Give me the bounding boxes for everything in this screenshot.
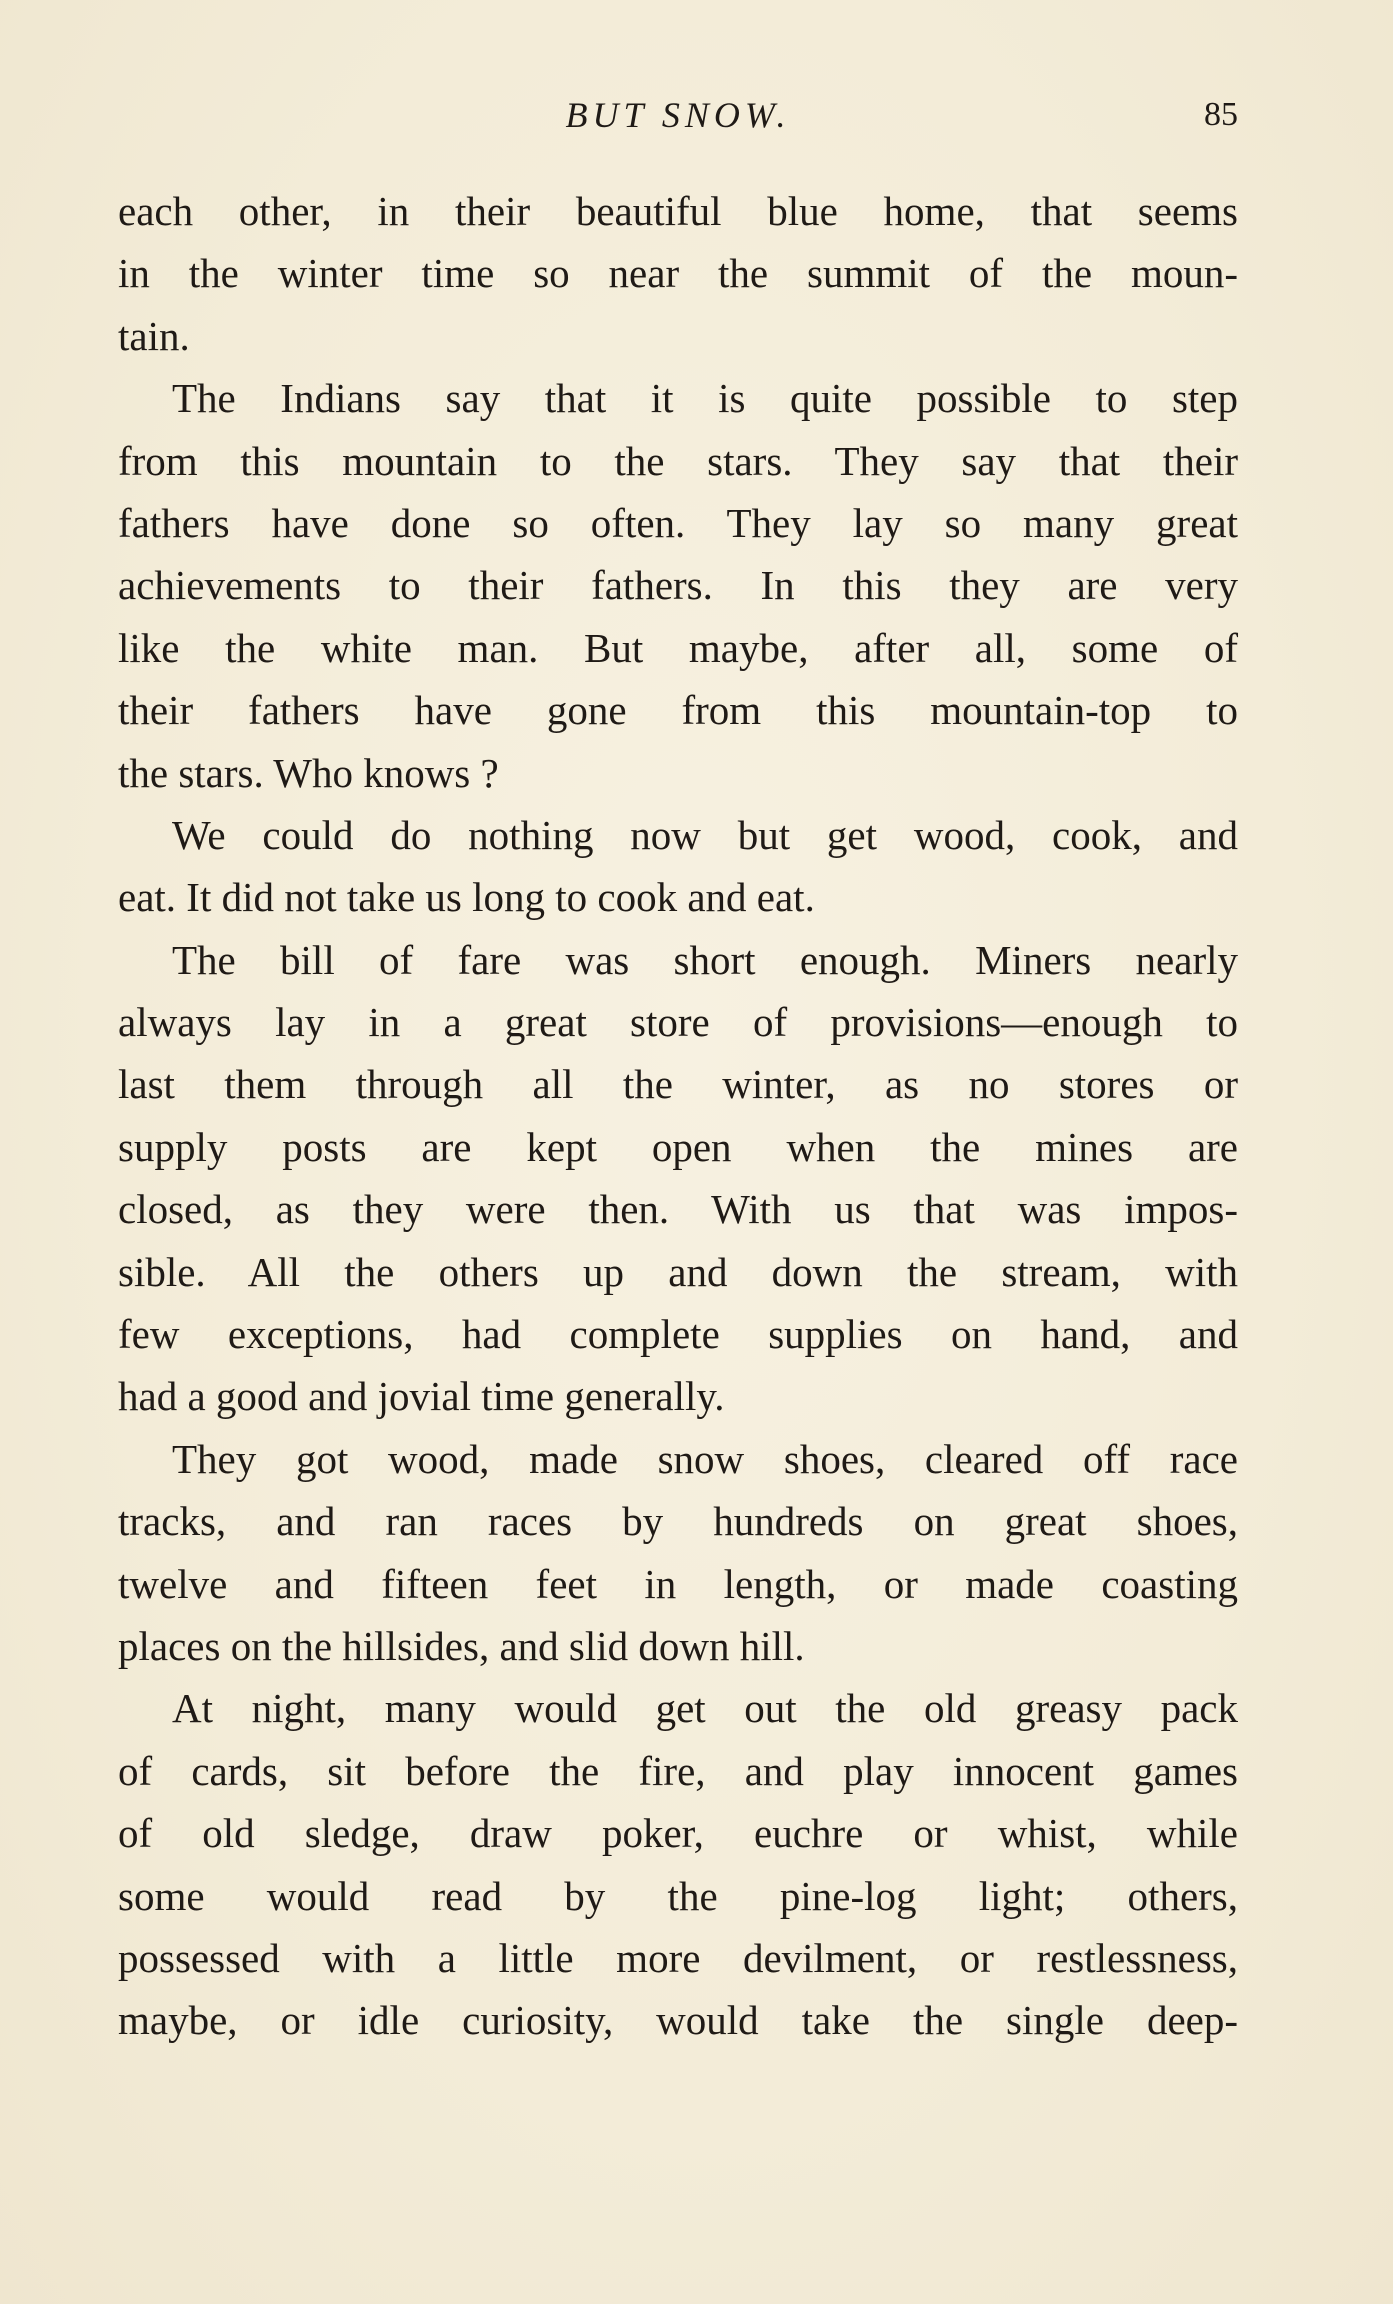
text-line: possessed with a little more devilment, or restlessness, [118, 1934, 1238, 1981]
text-line: in the winter time so near the summit of the moun- [118, 250, 1238, 297]
text-line: maybe, or idle curiosity, would take the single deep- [118, 1997, 1238, 2044]
text-line: from this mountain to the stars. They say that their [118, 437, 1238, 484]
text-line: eat. It did not take us long to cook and eat. [118, 874, 815, 921]
text-line: like the white man. But maybe, after all, some of [118, 624, 1238, 671]
text-line: their fathers have gone from this mountain-top to [118, 687, 1238, 734]
text-line: tracks, and ran races by hundreds on great shoes, [118, 1498, 1238, 1545]
text-line: of cards, sit before the fire, and play innocent games [118, 1747, 1238, 1794]
text-line: sible. All the others up and down the stream, with [118, 1248, 1238, 1295]
text-line: fathers have done so often. They lay so many great [118, 499, 1238, 546]
page-number: 85 [1204, 96, 1238, 133]
text-line: some would read by the pine-log light; others, [118, 1872, 1238, 1919]
running-title: BUT SNOW. [565, 95, 791, 135]
text-line: always lay in a great store of provisions—enough to [118, 999, 1238, 1046]
text-line: We could do nothing now but get wood, cook, and [172, 811, 1238, 858]
text-line: last them through all the winter, as no stores or [118, 1061, 1238, 1108]
text-line: the stars. Who knows ? [118, 749, 499, 796]
text-line: At night, many would get out the old greasy pack [172, 1685, 1238, 1732]
text-line: places on the hillsides, and slid down hill. [118, 1622, 805, 1669]
text-line: achievements to their fathers. In this they are very [118, 562, 1238, 609]
text-line: They got wood, made snow shoes, cleared off race [172, 1435, 1238, 1482]
text-line: twelve and fifteen feet in length, or made coasting [118, 1560, 1238, 1607]
text-line: closed, as they were then. With us that was impos- [118, 1186, 1238, 1233]
text-line: The bill of fare was short enough. Miners nearly [172, 936, 1238, 983]
text-line: tain. [118, 312, 190, 359]
text-line: each other, in their beautiful blue home, that seems [118, 188, 1238, 234]
text-line: had a good and jovial time generally. [118, 1373, 725, 1420]
text-line: The Indians say that it is quite possible to step [172, 375, 1238, 422]
body-text [118, 180, 1238, 2052]
text-line: supply posts are kept open when the mines are [118, 1123, 1238, 1170]
text-line: few exceptions, had complete supplies on hand, and [118, 1311, 1238, 1358]
running-head [118, 90, 1238, 140]
text-line: of old sledge, draw poker, euchre or whist, while [118, 1810, 1238, 1857]
